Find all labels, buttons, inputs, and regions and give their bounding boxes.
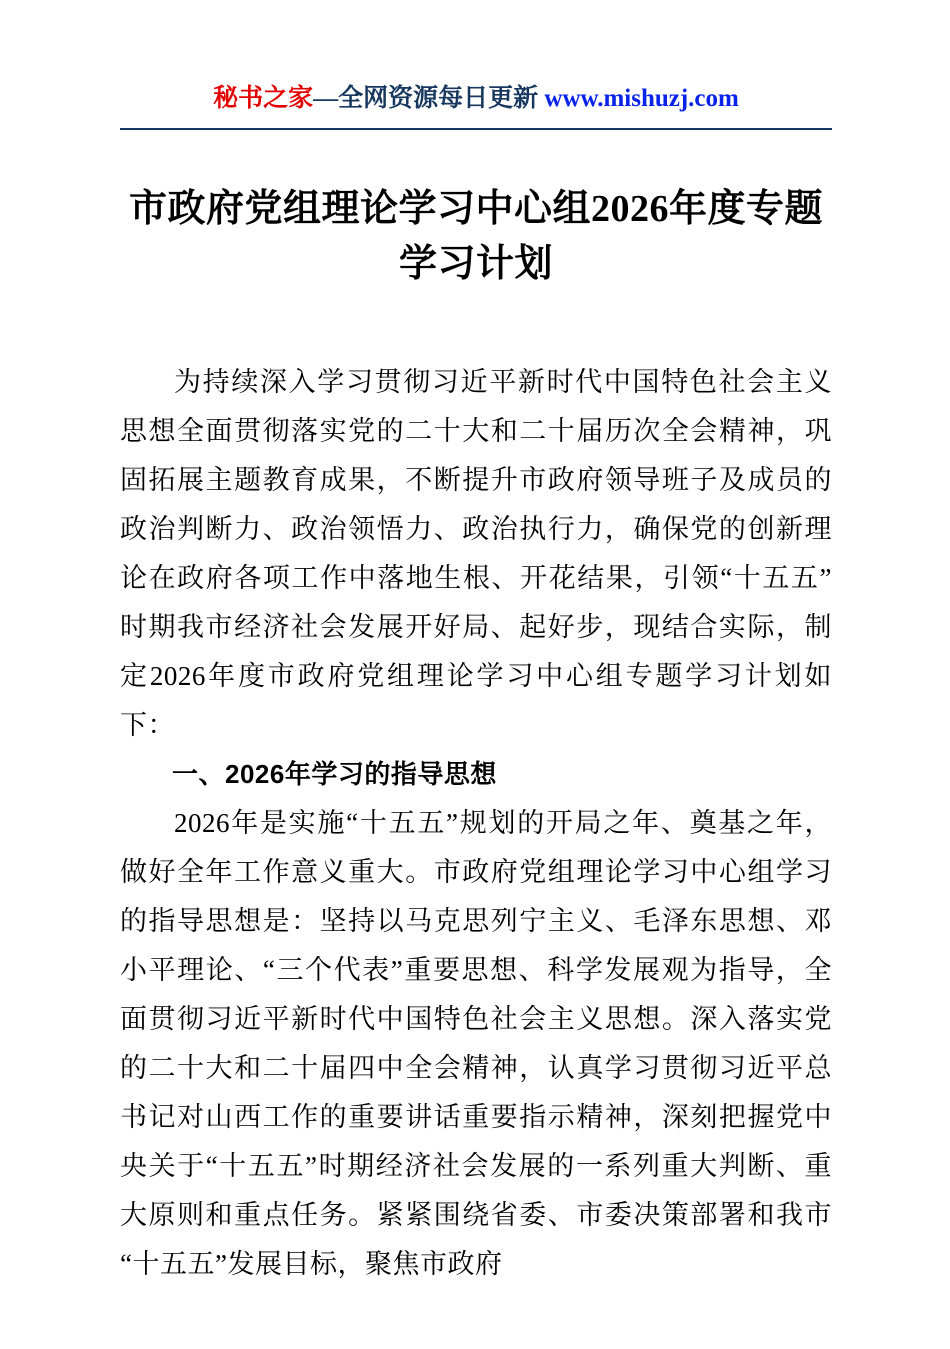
header-divider (120, 128, 832, 130)
site-tagline: —全网资源每日更新 (313, 85, 545, 112)
site-url-link[interactable]: www.mishuzj.com (544, 85, 739, 112)
document-title: 市政府党组理论学习中心组2026年度专题学习计划 (128, 188, 823, 286)
site-brand: 秘书之家 (213, 85, 314, 112)
body-paragraph: 为持续深入学习贯彻习近平新时代中国特色社会主义思想全面贯彻落实党的二十大和二十届历次全会精神，巩固拓展主题教育成果，不断提升市政府领导班子及成员的政治判断力、政治领悟力、政治执行力，确保党的创新理论在政府各项工作中落地生根、开花结果，引领“十五五”时期我市经济社会发展开好局、起好步，现结合实际，制定2026年度市政府党组理论学习中心组专题学习计划如下： (120, 367, 832, 741)
site-header (120, 84, 832, 114)
body-paragraph: 2026年是实施“十五五”规划的开局之年、奠基之年，做好全年工作意义重大。市政府党组理论学习中心组学习的指导思想是：坚持以马克思列宁主义、毛泽东思想、邓小平理论、“三个代表”重要思想、科学发展观为指导，全面贯彻习近平新时代中国特色社会主义思想。深入落实党的二十大和二十届四中全会精神，认真学习贯彻习近平总书记对山西工作的重要讲话重要指示精神，深刻把握党中央关于“十五五”时期经济社会发展的一系列重大判断、重大原则和重点任务。紧紧围绕省委、市委决策部署和我市“十五五”发展目标，聚焦市政府 (120, 808, 832, 1280)
document-body (120, 358, 832, 1289)
section-heading: 一、2026年学习的指导思想 (172, 759, 497, 790)
